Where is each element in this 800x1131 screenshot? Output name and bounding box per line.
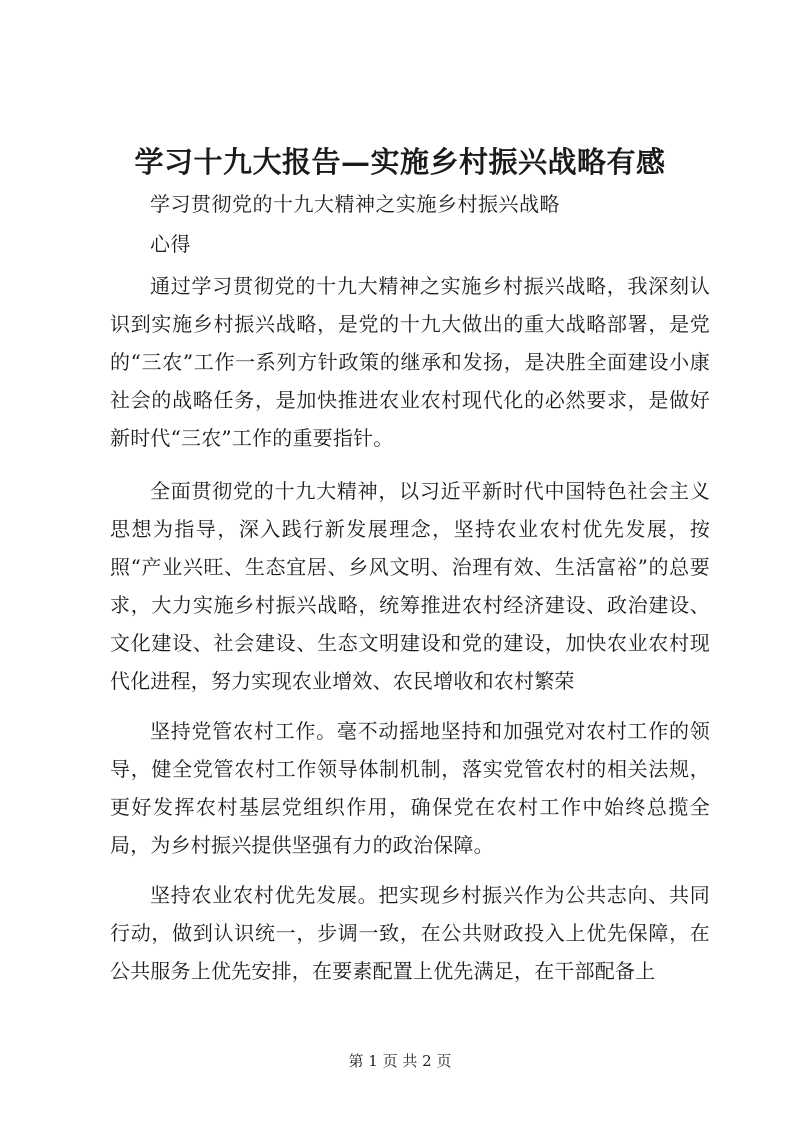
- subtitle-line-2: 心得: [150, 232, 191, 256]
- subtitle-line-1: 学习贯彻党的十九大精神之实施乡村振兴战略: [150, 192, 560, 216]
- body-paragraph: 坚持党管农村工作。毫不动摇地坚持和加强党对农村工作的领导，健全党管农村工作领导体制机制，落实党管农村的相关法规，更好发挥农村基层党组织作用，确保党在农村工作中始终总揽全局，为乡村振兴提供坚强有力的政治保障。: [110, 719, 710, 857]
- body-paragraph: 通过学习贯彻党的十九大精神之实施乡村振兴战略，我深刻认识到实施乡村振兴战略，是党的十九大做出的重大战略部署，是党的“三农”工作一系列方针政策的继承和发扬，是决胜全面建设小康社会的战略任务，是加快推进农业农村现代化的必然要求，是做好新时代“三农”工作的重要指针。: [110, 274, 710, 450]
- body-paragraph: 坚持农业农村优先发展。把实现乡村振兴作为公共志向、共同行动，做到认识统一，步调一致，在公共财政投入上优先保障，在公共服务上优先安排，在要素配置上优先满足，在干部配备上: [110, 883, 710, 983]
- document-title: 学习十九大报告—实施乡村振兴战略有感: [134, 145, 666, 179]
- page-number-footer: 第 1 页 共 2 页: [348, 1052, 452, 1070]
- body-paragraph: 全面贯彻党的十九大精神，以习近平新时代中国特色社会主义思想为指导，深入践行新发展理念，坚持农业农村优先发展，按照“产业兴旺、生态宜居、乡风文明、治理有效、生活富裕”的总要求，大力实施乡村振兴战略，统筹推进农村经济建设、政治建设、文化建设、社会建设、生态文明建设和党的建设，加快农业农村现代化进程，努力实现农业增效、农民增收和农村繁荣: [110, 479, 710, 693]
